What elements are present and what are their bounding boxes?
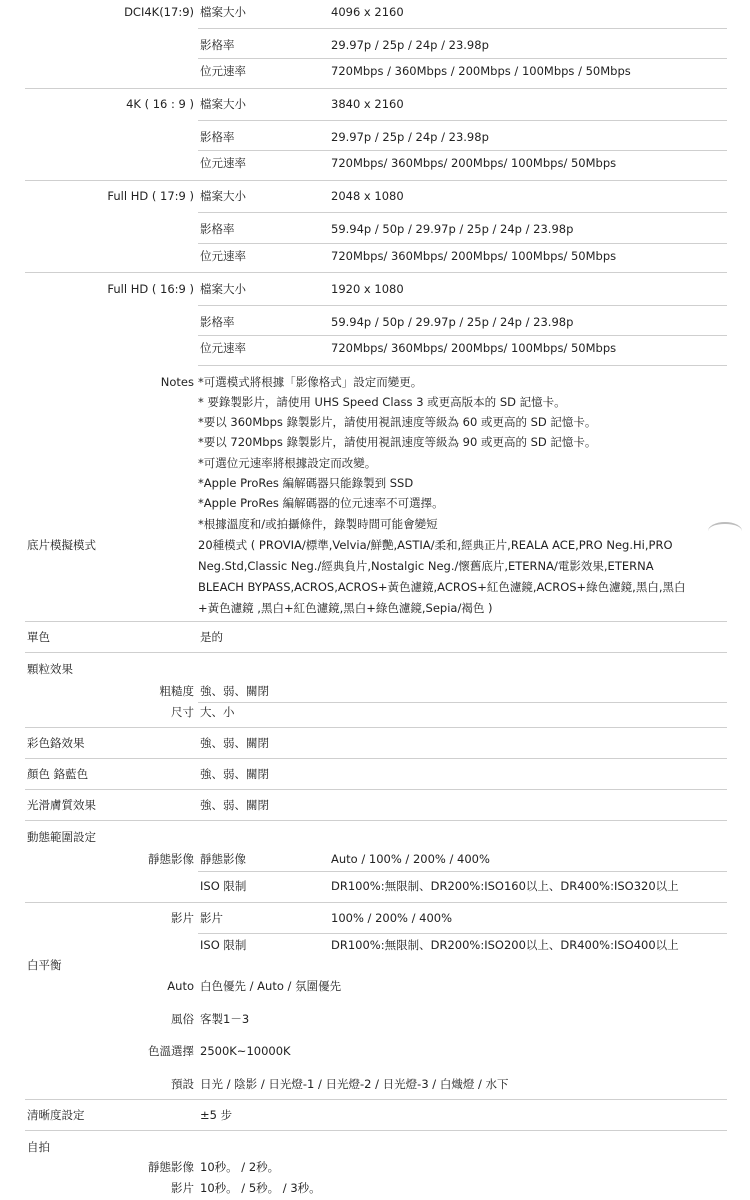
- group-label-fullhd-16-9: Full HD ( 16:9 ): [107, 282, 194, 296]
- grain-size-value: 大、小: [200, 705, 235, 719]
- grain-roughness-value: 強、弱、關閉: [200, 684, 269, 698]
- film-sim-label: 底片模擬模式: [27, 538, 96, 552]
- dr-movie-label: 影片: [171, 911, 194, 925]
- row-name: ISO 限制: [200, 938, 247, 952]
- row-value: 720Mbps/ 360Mbps/ 200Mbps/ 100Mbps/ 50Mbps: [331, 156, 617, 170]
- row-name: 位元速率: [200, 156, 246, 170]
- dr-still-label: 靜態影像: [148, 852, 194, 866]
- divider: [198, 305, 727, 306]
- smooth-skin-value: 強、弱、關閉: [200, 798, 269, 812]
- row-name: 靜態影像: [200, 852, 246, 866]
- row-value: 4096 x 2160: [331, 5, 404, 19]
- self-timer-row-name: 靜態影像: [148, 1160, 194, 1174]
- monochrome-label: 單色: [27, 630, 50, 644]
- wb-row-name: Auto: [167, 979, 194, 993]
- row-name: 影片: [200, 911, 223, 925]
- divider: [25, 272, 727, 273]
- grain-size-label: 尺寸: [171, 705, 194, 719]
- wb-row-value: 日光 / 陰影 / 日光燈-1 / 日光燈-2 / 日光燈-3 / 白熾燈 / 水下: [200, 1077, 509, 1091]
- wb-row-value: 客製1－3: [200, 1012, 250, 1026]
- smooth-skin-label: 光滑膚質效果: [27, 798, 96, 812]
- divider: [25, 1130, 727, 1131]
- group-label-4k: 4K ( 16 : 9 ): [126, 97, 194, 111]
- row-value: 1920 x 1080: [331, 282, 404, 296]
- wb-row-name: 色溫選擇: [148, 1044, 194, 1058]
- self-timer-row-name: 影片: [171, 1181, 194, 1195]
- note-line: *要以 360Mbps 錄製影片，請使用視訊速度等級為 60 或更高的 SD 記憶卡。: [198, 415, 597, 429]
- row-name: 影格率: [200, 222, 235, 236]
- divider: [198, 120, 727, 121]
- divider: [25, 820, 727, 821]
- row-value: 59.94p / 50p / 29.97p / 25p / 24p / 23.98p: [331, 222, 574, 236]
- sharpness-label: 清晰度設定: [27, 1108, 85, 1122]
- row-value: 720Mbps/ 360Mbps/ 200Mbps/ 100Mbps/ 50Mbps: [331, 341, 617, 355]
- divider: [198, 212, 727, 213]
- self-timer-row-value: 10秒。 / 5秒。 / 3秒。: [200, 1181, 321, 1195]
- wb-row-value: 白色優先 / Auto / 氛圍優先: [200, 979, 342, 993]
- divider: [198, 58, 727, 59]
- self-timer-row-value: 10秒。 / 2秒。: [200, 1160, 280, 1174]
- row-value: DR100%:無限制、DR200%:ISO200以上、DR400%:ISO400以上: [331, 938, 679, 952]
- divider: [25, 902, 727, 903]
- divider: [25, 621, 727, 622]
- row-value: 3840 x 2160: [331, 97, 404, 111]
- row-name: 檔案大小: [200, 97, 246, 111]
- grain-roughness-label: 粗糙度: [159, 684, 194, 698]
- divider: [25, 652, 727, 653]
- row-name: 檔案大小: [200, 189, 246, 203]
- row-value: Auto / 100% / 200% / 400%: [331, 852, 490, 866]
- row-value: 720Mbps / 360Mbps / 200Mbps / 100Mbps / 50Mbps: [331, 64, 631, 78]
- row-value: 720Mbps/ 360Mbps/ 200Mbps/ 100Mbps/ 50Mbps: [331, 249, 617, 263]
- divider: [25, 180, 727, 181]
- note-line: *可選位元速率將根據設定而改變。: [198, 456, 377, 470]
- divider: [25, 727, 727, 728]
- wb-row-name: 預設: [171, 1077, 194, 1091]
- group-label-dci4k: DCI4K(17:9): [124, 5, 194, 19]
- white-balance-label: 白平衡: [27, 958, 62, 972]
- divider: [198, 871, 727, 872]
- row-name: 位元速率: [200, 249, 246, 263]
- note-line: *可選模式將根據「影像格式」設定而變更。: [198, 375, 423, 389]
- color-chrome-value: 強、弱、關閉: [200, 736, 269, 750]
- scroll-tab[interactable]: [708, 522, 742, 540]
- divider: [198, 243, 727, 244]
- note-line: *Apple ProRes 編解碼器的位元速率不可選擇。: [198, 496, 444, 510]
- divider: [198, 335, 727, 336]
- film-sim-value: 20種模式 ( PROVIA/標準,Velvia/鮮艷,ASTIA/柔和,經典正片,REALA ACE,PRO Neg.Hi,PRO Neg.Std,Classic Neg./經典負片,Nostalgic Neg./懷舊底片,ETERNA/電影效果,ETERNA BLEACH BYPASS,ACROS,ACROS+黃色濾鏡,ACROS+紅色濾鏡,ACROS+綠色濾鏡,黑白,黑白+黃色濾鏡 ,黑白+紅色濾鏡,黑白+綠色濾鏡,Sepia/褐色 ): [198, 538, 686, 615]
- row-name: 影格率: [200, 130, 235, 144]
- note-line: *Apple ProRes 編解碼器只能錄製到 SSD: [198, 476, 414, 490]
- color-chrome-blue-label: 顏色 鉻藍色: [27, 767, 89, 781]
- color-chrome-label: 彩色鉻效果: [27, 736, 85, 750]
- note-line: * 要錄製影片，請使用 UHS Speed Class 3 或更高版本的 SD 記憶卡。: [198, 395, 566, 409]
- notes-label: Notes: [160, 375, 194, 389]
- grain-label: 顆粒效果: [27, 662, 73, 676]
- row-value: 2048 x 1080: [331, 189, 404, 203]
- row-name: 影格率: [200, 38, 235, 52]
- divider: [25, 88, 727, 89]
- group-label-fullhd-17-9: Full HD ( 17:9 ): [107, 189, 194, 203]
- row-name: 影格率: [200, 315, 235, 329]
- row-value: 29.97p / 25p / 24p / 23.98p: [331, 130, 489, 144]
- row-value: DR100%:無限制、DR200%:ISO160以上、DR400%:ISO320以上: [331, 879, 679, 893]
- row-value: 29.97p / 25p / 24p / 23.98p: [331, 38, 489, 52]
- divider: [198, 702, 727, 703]
- sharpness-value: ±5 步: [200, 1108, 233, 1122]
- color-chrome-blue-value: 強、弱、關閉: [200, 767, 269, 781]
- divider: [198, 933, 727, 934]
- divider: [198, 365, 727, 366]
- row-name: 檔案大小: [200, 5, 246, 19]
- note-line: *要以 720Mbps 錄製影片，請使用視訊速度等級為 90 或更高的 SD 記憶卡。: [198, 435, 597, 449]
- wb-row-name: 風俗: [171, 1012, 194, 1026]
- note-line: *根據溫度和/或拍攝條件，錄製時間可能會變短: [198, 517, 438, 531]
- divider: [198, 150, 727, 151]
- divider: [198, 28, 727, 29]
- row-value: 100% / 200% / 400%: [331, 911, 453, 925]
- row-name: 檔案大小: [200, 282, 246, 296]
- divider: [25, 1099, 727, 1100]
- dynamic-range-label: 動態範圍設定: [27, 830, 96, 844]
- row-value: 59.94p / 50p / 29.97p / 25p / 24p / 23.98p: [331, 315, 574, 329]
- row-name: 位元速率: [200, 64, 246, 78]
- row-name: 位元速率: [200, 341, 246, 355]
- divider: [25, 789, 727, 790]
- self-timer-label: 自拍: [27, 1140, 50, 1154]
- monochrome-value: 是的: [200, 630, 223, 644]
- wb-row-value: 2500K~10000K: [200, 1044, 291, 1058]
- row-name: ISO 限制: [200, 879, 247, 893]
- divider: [25, 758, 727, 759]
